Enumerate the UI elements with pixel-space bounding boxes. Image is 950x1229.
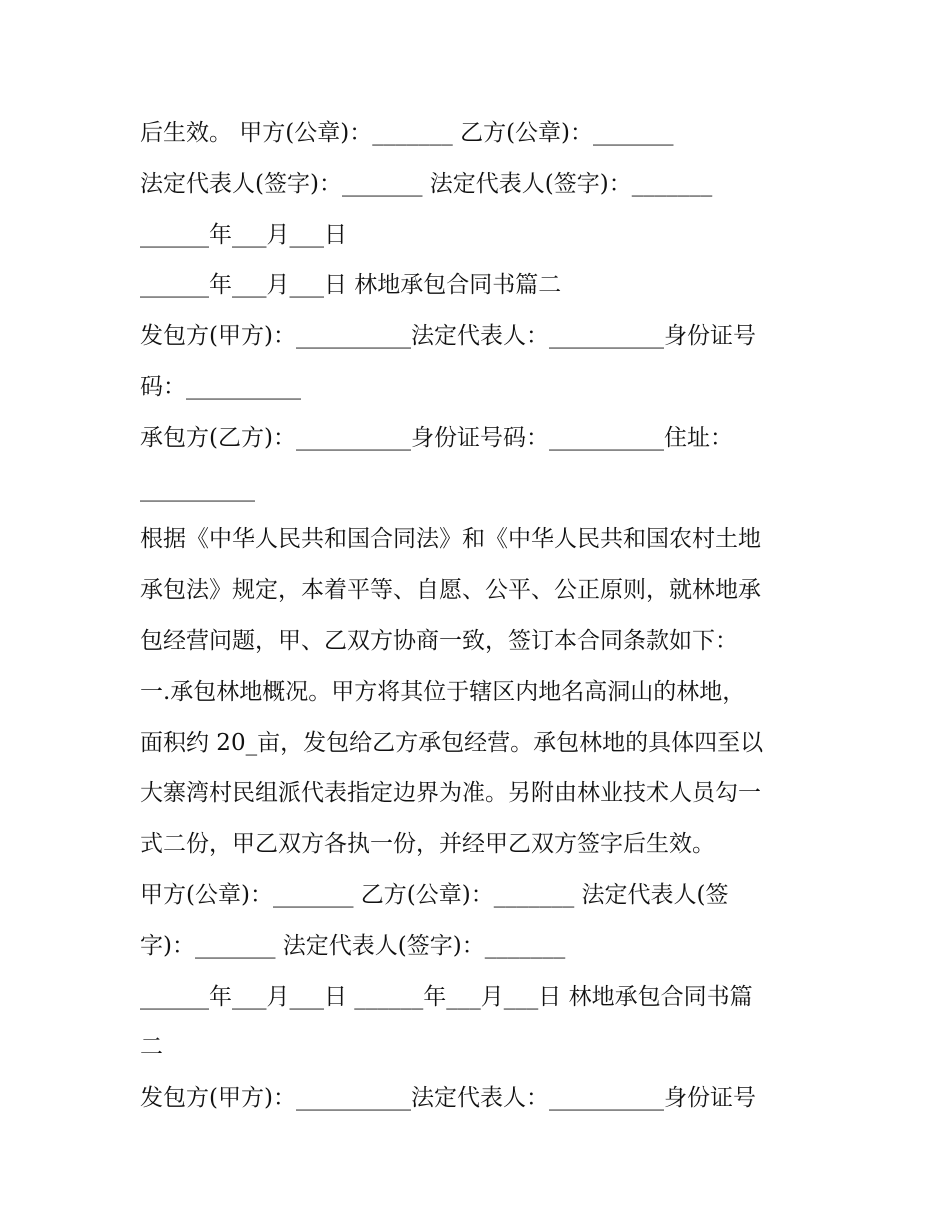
text-line: 大寨湾村民组派代表指定边界为准。另附由林业技术人员勾一 <box>140 780 761 807</box>
text-line: 法定代表人(签字)：_______ 法定代表人(签字)：_______ <box>140 170 713 197</box>
text-line: 后生效。 甲方(公章)：_______ 乙方(公章)：_______ <box>140 120 674 146</box>
text-line: 承包法》规定，本着平等、自愿、公平、公正原则，就林地承 <box>140 577 761 604</box>
text-line: 码：__________ <box>140 373 301 400</box>
text-line: 甲方(公章)：_______ 乙方(公章)：_______ 法定代表人(签 <box>140 881 729 908</box>
text-line: 承包方(乙方)：__________身份证号码：__________住址： <box>140 424 733 451</box>
text-line: 根据《中华人民共和国合同法》和《中华人民共和国农村土地 <box>140 526 761 553</box>
text-line: ______年___月___日 林地承包合同书篇二 <box>140 272 562 299</box>
text-line: 一.承包林地概况。甲方将其位于辖区内地名高洞山的林地， <box>140 678 746 705</box>
text-line: 字)：_______ 法定代表人(签字)：_______ <box>140 932 566 959</box>
text-line: __________ <box>140 475 255 502</box>
text-line: 包经营问题，甲、乙双方协商一致，签订本合同条款如下： <box>140 627 738 654</box>
text-line: ______年___月___日 ______年___月___日 林地承包合同书篇 <box>140 983 753 1010</box>
text-line: 发包方(甲方)：__________法定代表人：__________身份证号 <box>140 1085 756 1112</box>
document-body <box>140 108 820 1124</box>
text-line: ______年___月___日 <box>140 221 347 248</box>
text-line: 式二份，甲乙双方各执一份，并经甲乙双方签字后生效。 <box>140 831 715 858</box>
text-line: 二 <box>140 1034 163 1061</box>
text-line: 发包方(甲方)：__________法定代表人：__________身份证号 <box>140 323 756 350</box>
text-line: 面积约 20_亩，发包给乙方承包经营。承包林地的具体四至以 <box>140 729 764 756</box>
